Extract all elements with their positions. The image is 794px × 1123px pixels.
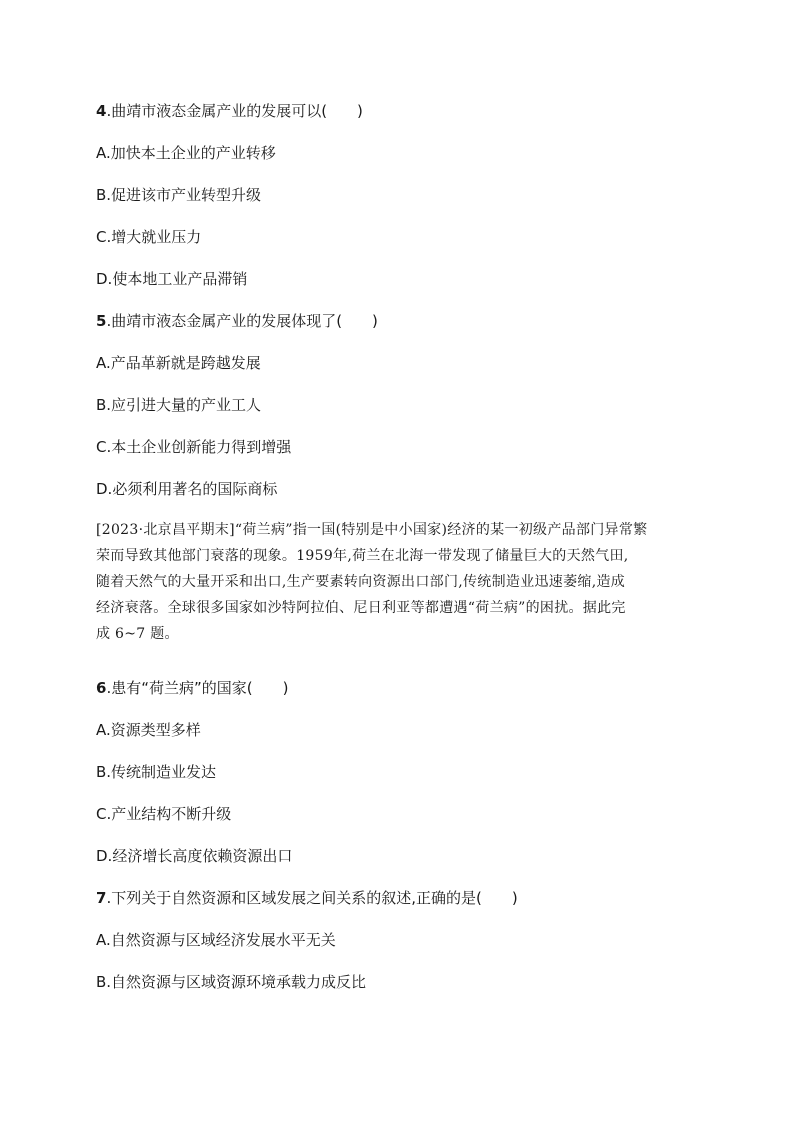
question-4-option-d: D.使本地工业产品滞销: [96, 270, 248, 288]
question-4-option-b: B.促进该市产业转型升级: [96, 186, 262, 204]
question-6-option-c: C.产业结构不断升级: [96, 805, 232, 823]
question-text: .曲靖市液态金属产业的发展体现了( ): [106, 312, 378, 330]
question-number: 4: [96, 102, 107, 120]
question-6-option-a: A.资源类型多样: [96, 721, 201, 739]
passage-line: 随着天然气的大量开采和出口,生产要素转向资源出口部门,传统制造业迅速萎缩,造成: [96, 574, 626, 590]
question-number: 5: [96, 312, 107, 330]
question-5-stem: [96, 311, 378, 331]
question-5-option-c: C.本土企业创新能力得到增强: [96, 438, 292, 456]
question-4-option-a: A.加快本土企业的产业转移: [96, 144, 276, 162]
passage-line: 经济衰落。全球很多国家如沙特阿拉伯、尼日利亚等都遭遇“荷兰病”的困扰。据此完: [96, 600, 626, 616]
question-7-option-b: B.自然资源与区域资源环境承载力成反比: [96, 973, 367, 991]
passage-line: 成 6~7 题。: [96, 626, 179, 642]
question-6-stem: [96, 678, 288, 698]
question-5-option-a: A.产品革新就是跨越发展: [96, 354, 261, 372]
question-4-stem: [96, 101, 363, 121]
question-text: .下列关于自然资源和区域发展之间关系的叙述,正确的是( ): [106, 889, 518, 907]
question-5-option-b: B.应引进大量的产业工人: [96, 396, 262, 414]
question-4-option-c: C.增大就业压力: [96, 228, 202, 246]
question-6-option-b: B.传统制造业发达: [96, 763, 217, 781]
question-5-option-d: D.必须利用著名的国际商标: [96, 480, 278, 498]
question-text: .患有“荷兰病”的国家( ): [106, 679, 289, 697]
question-7-option-a: A.自然资源与区域经济发展水平无关: [96, 931, 336, 949]
question-text: .曲靖市液态金属产业的发展可以( ): [106, 102, 363, 120]
passage-line: [2023·北京昌平期末]“荷兰病”指一国(特别是中小国家)经济的某一初级产品部门异常繁: [96, 522, 648, 538]
question-7-stem: [96, 888, 518, 908]
passage-line: 荣而导致其他部门衰落的现象。1959年,荷兰在北海一带发现了储量巨大的天然气田,: [96, 548, 629, 564]
question-number: 7: [96, 889, 107, 907]
question-6-option-d: D.经济增长高度依赖资源出口: [96, 847, 293, 865]
question-number: 6: [96, 679, 107, 697]
